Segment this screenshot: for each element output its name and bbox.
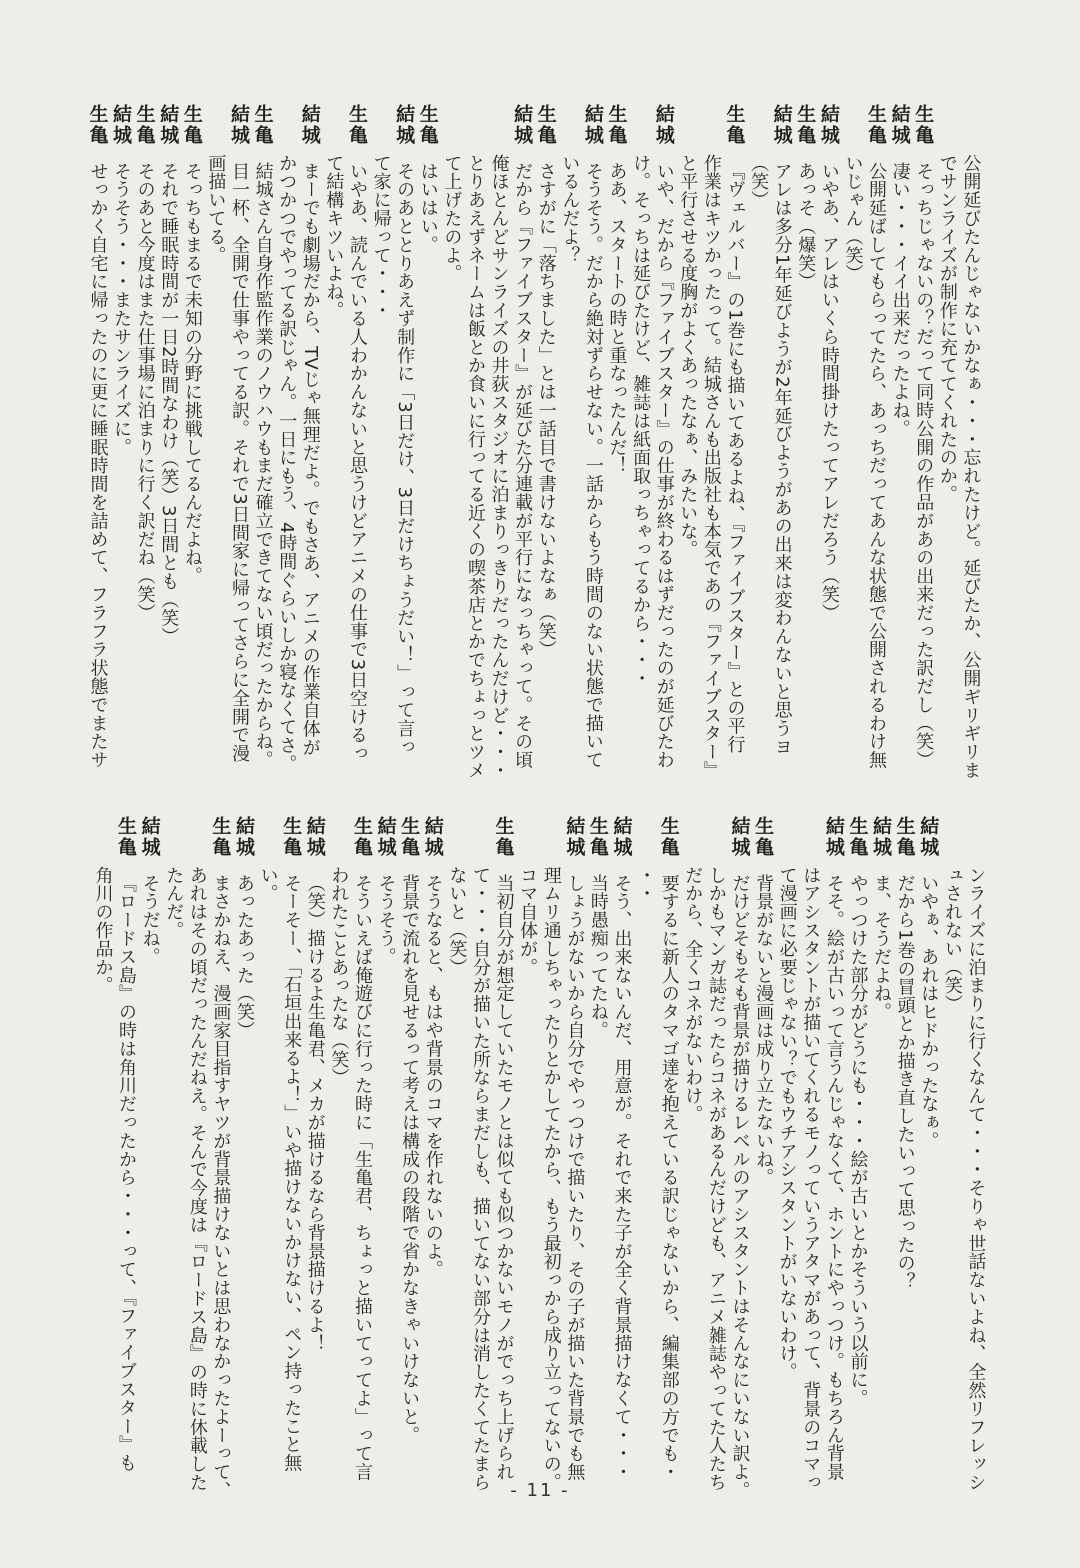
speaker-label: 結城	[511, 104, 534, 146]
dialogue-line	[775, 812, 799, 1484]
dialogue-text: いやあ、読んでいる人わかんないと思うけどアニメの仕事で3日空けるっ	[346, 162, 368, 763]
dialogue-line	[369, 100, 393, 780]
dialogue-text: そっちじゃないの？だって同時公開の作品があの出来だった訳だし（笑）	[913, 162, 935, 770]
dialogue-text: そうだね。	[139, 874, 161, 966]
dialogue-text: い。	[257, 866, 279, 903]
dialogue-text: アレは多分1年延びようが2年延びようがあの出来は変わんないと思うヨ	[771, 162, 793, 757]
dialogue-line	[751, 812, 775, 1484]
speaker-label: 生亀	[912, 104, 935, 146]
dialogue-text: そそ。絵が古いって言うんじゃなくて、ホントにやっつけ。もちろん背景	[823, 874, 845, 1482]
speaker-label: 結城	[728, 816, 751, 858]
dialogue-text: て上げたのよ。	[441, 154, 463, 283]
dialogue-line	[444, 812, 468, 1484]
speaker-label: 生亀	[416, 104, 439, 146]
dialogue-text: やっつけた部分がどうにも・・・絵が古いとかそういう以前に。	[847, 874, 869, 1408]
speaker-label: 結城	[228, 104, 250, 146]
dialogue-line	[203, 100, 227, 780]
speaker-label: 生亀	[752, 816, 775, 858]
dialogue-line	[746, 100, 770, 780]
dialogue-line	[793, 100, 817, 780]
speaker-label: 生亀	[846, 816, 869, 858]
dialogue-text: 画描いてる。	[205, 154, 227, 265]
dialogue-text: （笑）描けるよ生亀君、メカが描けるなら背景描けるよ！	[304, 874, 326, 1353]
speaker-label: 結城	[817, 104, 840, 146]
dialogue-text: まさかねえ、漫画家目指すヤツが背景描けないとは思わなかったよーって、	[210, 874, 232, 1500]
dialogue-line	[798, 812, 822, 1492]
speaker-label: 結城	[110, 104, 133, 146]
dialogue-line	[940, 812, 964, 1484]
dialogue-text: ュされない（笑）	[941, 866, 963, 1014]
dialogue-line	[675, 100, 699, 780]
dialogue-text: まーでも劇場だから、TVじゃ無理だよ。でもさあ、アニメの作業自体が	[299, 162, 321, 757]
dialogue-text: とりあえずネームは飯とか食いに行ってる近くの喫茶店とかでちょっとツメ	[464, 154, 486, 780]
dialogue-line	[392, 100, 416, 780]
dialogue-text: そのあととりあえず制作に「3日だけ、3日だけちょうだい！」って言っ	[394, 162, 416, 757]
speaker-label: 結城	[610, 816, 633, 858]
dialogue-line	[439, 100, 463, 780]
dialogue-text: しょうがないから自分でやっつけで描いたり、その子が描いた背景でも無	[564, 874, 586, 1482]
dialogue-text: あったあった（笑）	[234, 874, 255, 1040]
dialogue-text: ああ、スタートの時と重なったんだ！	[606, 162, 628, 475]
speaker-label: 生亀	[398, 816, 421, 858]
dialogue-text: 作業はキツかったって。結城さんも出版社も本気であの『ファイブスター』	[700, 154, 722, 780]
speaker-label: 結城	[421, 816, 444, 858]
dialogue-text: だから1巻の冒頭とか描き直したいって思ったの？	[894, 874, 916, 1291]
speaker-label: 生亀	[723, 104, 746, 146]
dialogue-line	[208, 812, 232, 1500]
dialogue-text: はいはい。	[417, 162, 439, 254]
dialogue-line	[704, 812, 728, 1492]
dialogue-text: 当時愚痴ってたね。	[587, 874, 609, 1040]
speaker-label: 生亀	[865, 104, 888, 146]
dialogue-text: 凄い・・・イイ出来だったよね。	[889, 162, 911, 438]
dialogue-text: ま、そうだよね。	[871, 874, 893, 1022]
dialogue-text: いやあ、アレはいくら時間掛けたってアレだろう（笑）	[818, 162, 840, 622]
speaker-label: 結城	[374, 816, 397, 858]
dialogue-line	[963, 812, 987, 1492]
dialogue-line	[492, 812, 516, 1484]
dialogue-line	[893, 812, 917, 1484]
dialogue-line	[888, 100, 912, 780]
dialogue-line	[722, 100, 746, 780]
dialogue-line	[822, 812, 846, 1484]
dialogue-line	[274, 100, 298, 780]
dialogue-text: 『ヴェルバー』の1巻にも描いてあるよね、『ファイブスター』との平行	[724, 162, 746, 754]
dialogue-line	[562, 812, 586, 1484]
dialogue-line	[321, 100, 345, 780]
dialogue-line	[916, 812, 940, 1484]
dialogue-line	[85, 100, 109, 780]
dialogue-text: そうそう・・・またサンライズに。	[111, 162, 133, 457]
dialogue-text: 公開延びたんじゃないかなぁ・・・忘れたけど。延びたか、公開ギリギリま	[960, 154, 982, 780]
speaker-label: 結城	[233, 816, 255, 858]
speaker-label: 生亀	[115, 816, 138, 858]
dialogue-line	[251, 100, 275, 780]
dialogue-line	[605, 100, 629, 780]
dialogue-text: あっそ（爆笑）	[795, 162, 817, 291]
dialogue-line	[628, 100, 652, 780]
dialogue-line	[727, 812, 751, 1500]
dialogue-line	[421, 812, 445, 1484]
dialogue-line	[534, 100, 558, 780]
dialogue-text: 『ロードス島』の時は角川だったから・・・って、『ファイブスター』も	[116, 874, 138, 1473]
dialogue-line	[557, 100, 581, 780]
speaker-label: 結城	[822, 816, 845, 858]
dialogue-text: しかもマンガ誌だったらコネがあるんだけども、アニメ雑誌やってた人たち	[705, 866, 727, 1492]
dialogue-line	[416, 100, 440, 780]
dialogue-text: いやぁ、あれはヒドかったなぁ。	[918, 874, 940, 1150]
dialogue-text: だから『ファイブスター』が延びた分連載が平行になっちゃって。その頃	[512, 162, 534, 770]
dialogue-text: 目一杯、全開で仕事やってる訳。それで3日間家に帰ってさらに全開で漫	[229, 162, 250, 763]
dialogue-text: かつかつでやってる訳じゃん。一日にもう、4時間ぐらいしか寝なくてさ。	[276, 154, 298, 774]
speaker-label: 結城	[917, 816, 940, 858]
dialogue-line	[539, 812, 563, 1492]
dialogue-text: でサンライズが制作に充ててくれたのか。	[936, 154, 958, 504]
dialogue-line	[161, 812, 185, 1484]
speaker-label: 生亀	[657, 816, 680, 858]
dialogue-line	[326, 812, 350, 1484]
speaker-label: 結城	[563, 816, 586, 858]
dialogue-text: いや、だから『ファイブスター』の仕事が終わるはずだったのが延びたわ	[653, 162, 675, 770]
dialogue-line	[845, 812, 869, 1484]
dialogue-line	[138, 812, 162, 1484]
dialogue-line	[869, 812, 893, 1484]
dialogue-text: て・・・自分が描いた所ならまだしも、描いてない部分は消したくてたまら	[469, 866, 491, 1492]
dialogue-text: コマ自体が。	[517, 866, 539, 977]
speaker-label: 生亀	[209, 816, 232, 858]
dialogue-text: ないと（笑）	[446, 866, 468, 977]
dialogue-text: いじゃん（笑）	[842, 154, 864, 283]
speaker-label: 結城	[581, 104, 604, 146]
dialogue-text: いるんだよ？	[559, 154, 581, 265]
dialogue-line	[232, 812, 256, 1484]
speaker-label: 結城	[138, 816, 161, 858]
dialogue-text: 理ムリ通しちゃったりとかしてたから、もう最初っから成り立ってないの。	[540, 866, 562, 1492]
dialogue-line	[680, 812, 704, 1484]
dialogue-text: そっちもまるで未知の分野に挑戦してるんだよね。	[181, 162, 203, 586]
dialogue-line	[397, 812, 421, 1484]
speaker-label: 結城	[303, 816, 326, 858]
dialogue-line	[256, 812, 280, 1484]
speaker-label: 生亀	[133, 104, 156, 146]
dialogue-line	[652, 100, 676, 780]
dialogue-text: ンライズに泊まりに行くなんて・・・そりゃ世話ないよね、全然リフレッシ	[965, 866, 987, 1492]
dialogue-text: て家に帰って・・・	[370, 154, 392, 320]
dialogue-text: （笑）	[748, 154, 770, 210]
dialogue-text: て結構キツいよね。	[323, 154, 345, 320]
dialogue-line	[657, 812, 681, 1484]
speaker-label: 生亀	[350, 816, 373, 858]
dialogue-text: そうなると、もはや背景のコマを作れないのよ。	[422, 874, 444, 1279]
dialogue-text: あれはその頃だったんだねえ。そんで今度は『ロードス島』の時に休載した	[186, 866, 208, 1492]
text-block-top	[85, 100, 982, 780]
dialogue-line	[817, 100, 841, 780]
speaker-label: 結城	[870, 816, 893, 858]
speaker-label: 結城	[298, 104, 321, 146]
speaker-label: 生亀	[534, 104, 557, 146]
dialogue-text: 公開延ばしてもらってたら、あっちだってあんな状態で公開されるわけ無	[866, 162, 888, 770]
dialogue-line	[610, 812, 634, 1484]
dialogue-line	[156, 100, 180, 780]
dialogue-line	[468, 812, 492, 1492]
speaker-label: 生亀	[794, 104, 817, 146]
dialogue-line	[133, 100, 157, 780]
dialogue-line	[510, 100, 534, 780]
page-number: - 11 -	[510, 1480, 570, 1501]
dialogue-line	[90, 812, 114, 1484]
dialogue-line	[303, 812, 327, 1484]
speaker-label: 生亀	[345, 104, 368, 146]
dialogue-text: さすがに「落ちました」とは一話目で書けないよなぁ（笑）	[535, 162, 557, 659]
speaker-label: 生亀	[280, 816, 303, 858]
dialogue-line	[109, 100, 133, 780]
dialogue-line	[487, 100, 511, 780]
speaker-label: 生亀	[251, 104, 274, 146]
dialogue-line	[345, 100, 369, 780]
dialogue-line	[114, 812, 138, 1484]
speaker-label: 生亀	[605, 104, 628, 146]
dialogue-text: そうそう。だから絶対ずらせない。一話からもう時間のない状態で描いて	[582, 162, 604, 770]
dialogue-text: たんだ。	[163, 866, 185, 940]
dialogue-text: せっかく自宅に帰ったのに更に睡眠時間を詰めて、フラフラ状態でまたサ	[87, 162, 109, 770]
dialogue-text: だから、全くコネがないわけ。	[682, 866, 704, 1124]
speaker-label: 生亀	[180, 104, 203, 146]
dialogue-text: そうそう。	[375, 874, 397, 966]
dialogue-text: 結城さん自身作監作業のノウハウもまだ確立できてない頃だったからね。	[252, 162, 274, 770]
dialogue-line	[840, 100, 864, 780]
dialogue-line	[935, 100, 959, 780]
speaker-label: 結城	[393, 104, 416, 146]
dialogue-line	[374, 812, 398, 1484]
speaker-label: 結城	[770, 104, 793, 146]
dialogue-text: 角川の作品か。	[92, 866, 114, 995]
dialogue-text: はアシスタントが描いてくれるモノっていうアタマがあって、背景のコマっ	[800, 866, 822, 1492]
dialogue-line	[586, 812, 610, 1484]
dialogue-text: そういえば俺遊びに行った時に「生亀君、ちょっと描いてってよ」って言	[351, 874, 373, 1482]
dialogue-line	[770, 100, 794, 780]
dialogue-line	[633, 812, 657, 1484]
dialogue-text: 当初自分が想定していたモノとは似ても似つかないモノがでっち上げられ	[493, 874, 515, 1482]
dialogue-text: そのあと今度はまた仕事場に泊まりに行く訳だね（笑）	[134, 162, 156, 622]
speaker-label: 結城	[652, 104, 675, 146]
dialogue-line	[463, 100, 487, 780]
dialogue-text: て漫画に必要じゃない？でもウチアシスタントがいないわけ。	[776, 866, 798, 1382]
speaker-label: 生亀	[86, 104, 109, 146]
speaker-label: 結城	[888, 104, 911, 146]
dialogue-text: われたことあったな（笑）	[328, 866, 350, 1087]
dialogue-line	[279, 812, 303, 1484]
dialogue-line	[298, 100, 322, 780]
dialogue-text: ・・	[635, 866, 657, 903]
dialogue-line	[911, 100, 935, 780]
speaker-label: 生亀	[492, 816, 515, 858]
dialogue-text: け。そっちは延びたけど、雑誌は紙面取っちゃってるから・・・	[630, 154, 652, 688]
dialogue-text: 要するに新人のタマゴ達を抱えている訳じゃないから、編集部の方でも・	[658, 874, 680, 1482]
dialogue-text: 俺ほとんどサンライズの井荻スタジオに泊まりっきりだったんだけど・・・	[488, 154, 510, 780]
dialogue-line	[581, 100, 605, 780]
dialogue-text: だけどそもそも背景が描けるレベルのアシスタントはそんなにいない訳よ。	[729, 874, 751, 1500]
dialogue-text: そーそー、「石垣出来るよ！」いや描けないかけない、ペン持ったこと無	[281, 874, 303, 1473]
dialogue-line	[185, 812, 209, 1492]
dialogue-line	[958, 100, 982, 780]
dialogue-line	[180, 100, 204, 780]
dialogue-line	[227, 100, 251, 780]
dialogue-text: そう、出来ないんだ、用意が。それで来た子が全く背景描けなくて・・・	[611, 874, 633, 1482]
dialogue-line	[699, 100, 723, 780]
dialogue-text: 背景がないと漫画は成り立たないね。	[753, 874, 775, 1187]
dialogue-text: と平行させる度胸がよくあったなぁ、みたいな。	[677, 154, 699, 559]
speaker-label: 結城	[157, 104, 180, 146]
speaker-label: 生亀	[586, 816, 609, 858]
dialogue-text: それで睡眠時間が一日2時間なわけ（笑）3日間とも（笑）	[158, 162, 180, 646]
dialogue-line	[515, 812, 539, 1484]
dialogue-line	[350, 812, 374, 1484]
speaker-label: 生亀	[893, 816, 916, 858]
dialogue-line	[864, 100, 888, 780]
dialogue-text: 背景で流れを見せるって考えは構成の段階で省かなきゃいけないと。	[399, 874, 421, 1445]
